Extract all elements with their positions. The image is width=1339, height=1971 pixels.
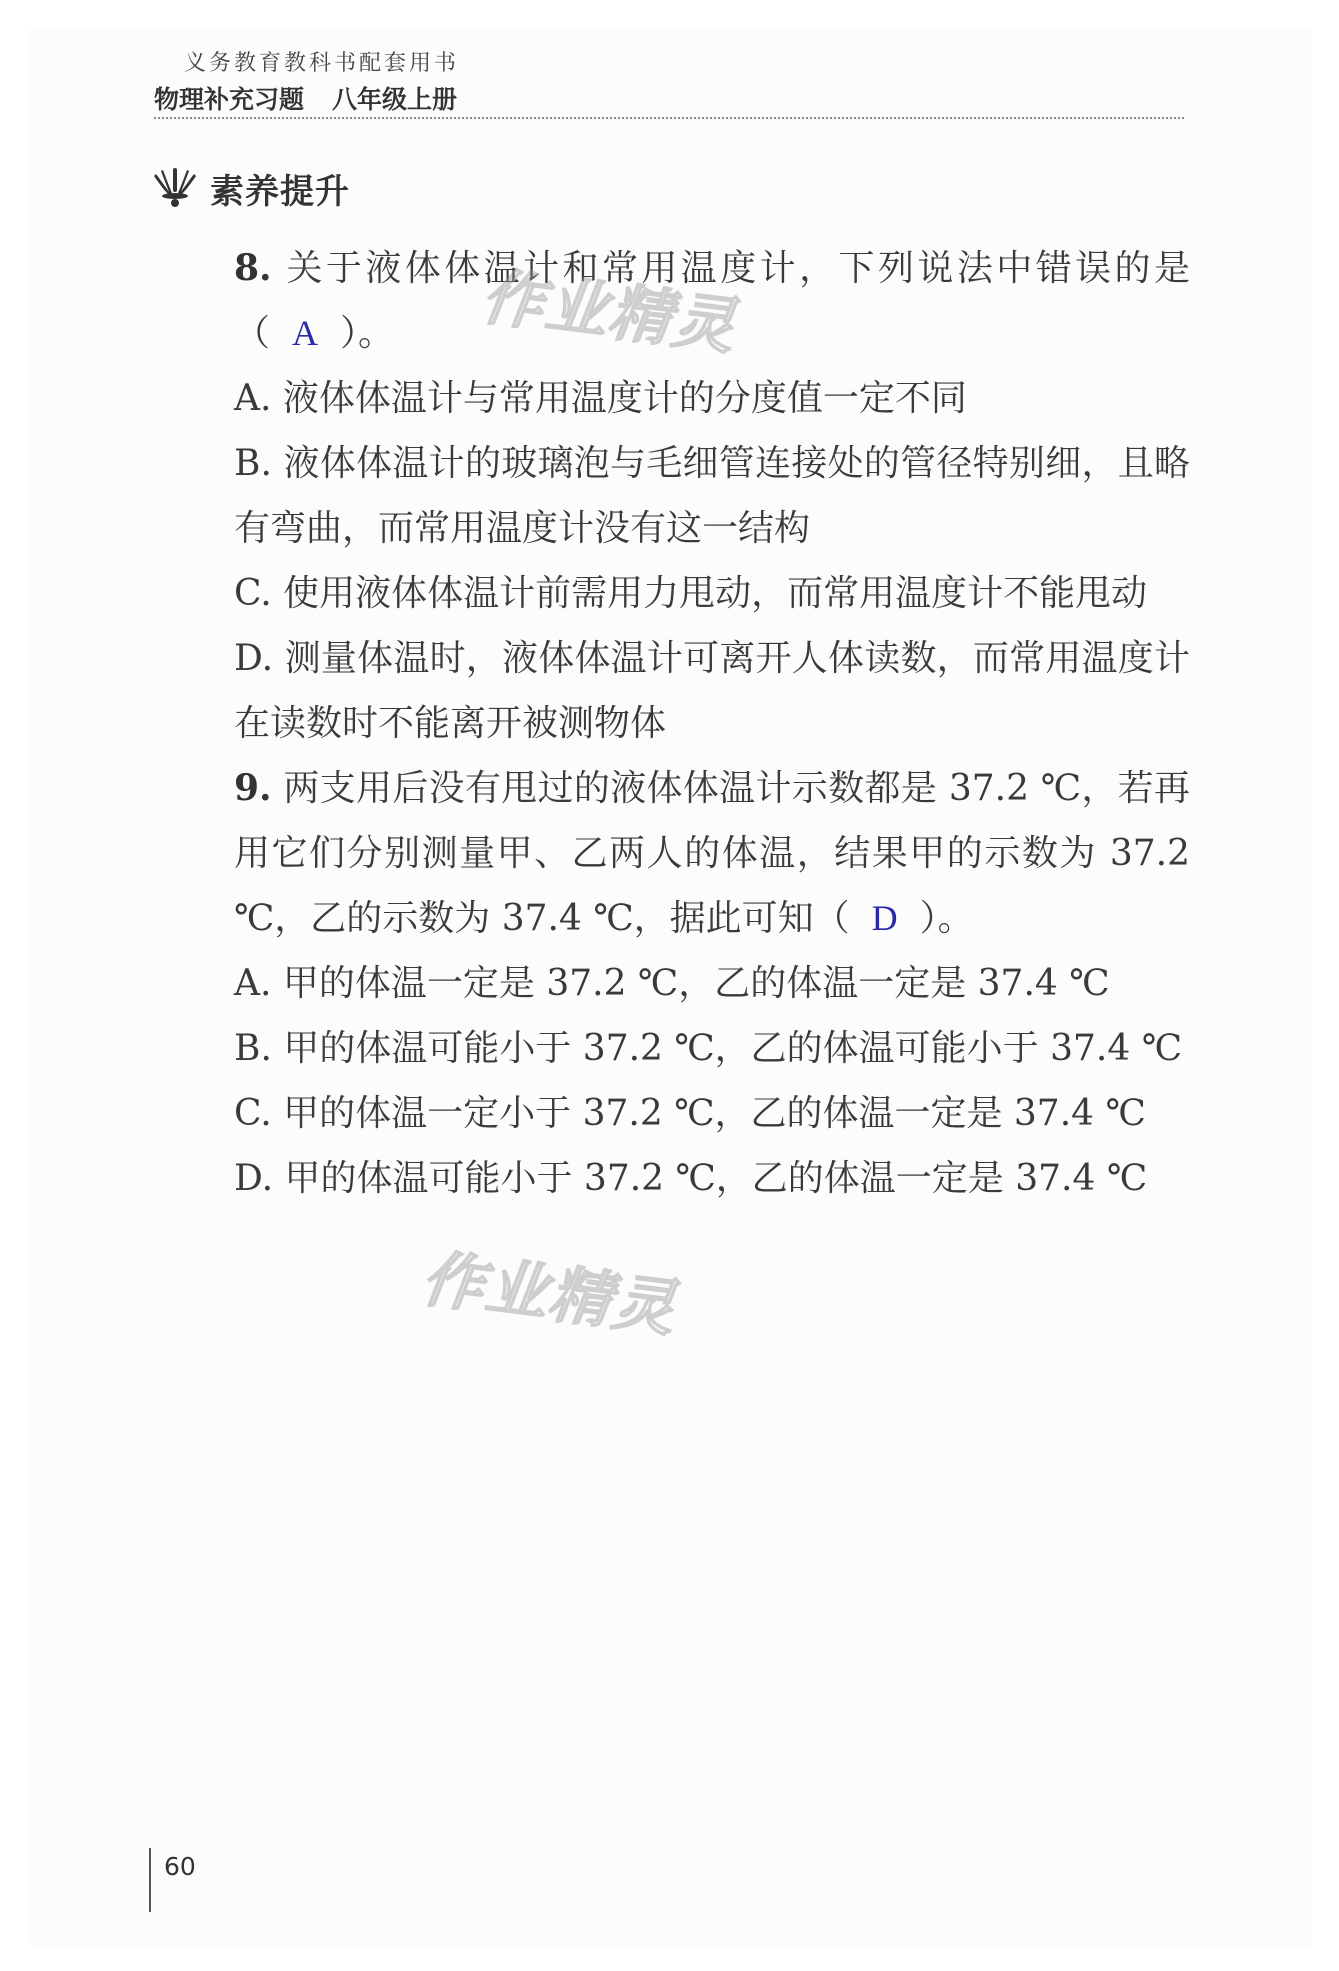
question-8-number: 8. bbox=[234, 247, 272, 289]
section-heading bbox=[152, 160, 350, 216]
question-8-option-b: B. 液体体温计的玻璃泡与毛细管连接处的管径特别细，且略有弯曲，而常用温度计没有这一结构 bbox=[234, 443, 1190, 549]
series-label: 义务教育教科书配套用书 bbox=[184, 51, 460, 76]
question-9-option-b: B. 甲的体温可能小于 37.2 ℃，乙的体温可能小于 37.4 ℃ bbox=[234, 1028, 1182, 1069]
exercise-content bbox=[154, 236, 1190, 1211]
question-9-number: 9. bbox=[234, 767, 272, 809]
page-number-bar bbox=[149, 1848, 151, 1912]
question-9-option-c: C. 甲的体温一定小于 37.2 ℃，乙的体温一定是 37.4 ℃ bbox=[234, 1093, 1146, 1134]
running-header bbox=[154, 80, 457, 116]
header-divider bbox=[154, 117, 1184, 119]
book-title: 物理补充习题 bbox=[154, 85, 305, 114]
question-9-stem bbox=[154, 756, 1190, 951]
question-9-option-a: A. 甲的体温一定是 37.2 ℃，乙的体温一定是 37.4 ℃ bbox=[234, 963, 1110, 1004]
question-8-option-c: C. 使用液体体温计前需用力甩动，而常用温度计不能甩动 bbox=[234, 573, 1148, 614]
question-8-option-d: D. 测量体温时，液体体温计可离开人体读数，而常用温度计在读数时不能离开被测物体 bbox=[234, 638, 1190, 744]
question-9-answer: D bbox=[871, 898, 898, 938]
question-8-close: ）。 bbox=[340, 313, 395, 354]
question-8-text: 关于液体体温计和常用温度计，下列说法中错误的是（ bbox=[234, 248, 1190, 354]
question-9-option-d: D. 甲的体温可能小于 37.2 ℃，乙的体温一定是 37.4 ℃ bbox=[234, 1158, 1148, 1199]
question-8-stem bbox=[154, 236, 1190, 366]
question-8-answer: A bbox=[292, 313, 319, 353]
page-number: 60 bbox=[164, 1852, 196, 1881]
crown-flourish-icon bbox=[152, 164, 198, 212]
section-title: 素养提升 bbox=[210, 171, 350, 212]
question-9-text: 两支用后没有甩过的液体体温计示数都是 37.2 ℃，若再用它们分别测量甲、乙两人的体温，结果甲的示数为 37.2 ℃，乙的示数为 37.4 ℃，据此可知（ bbox=[234, 768, 1190, 939]
question-8-option-a: A. 液体体温计与常用温度计的分度值一定不同 bbox=[234, 378, 967, 419]
grade-label: 八年级上册 bbox=[332, 85, 458, 114]
question-9-close: ）。 bbox=[919, 898, 974, 939]
